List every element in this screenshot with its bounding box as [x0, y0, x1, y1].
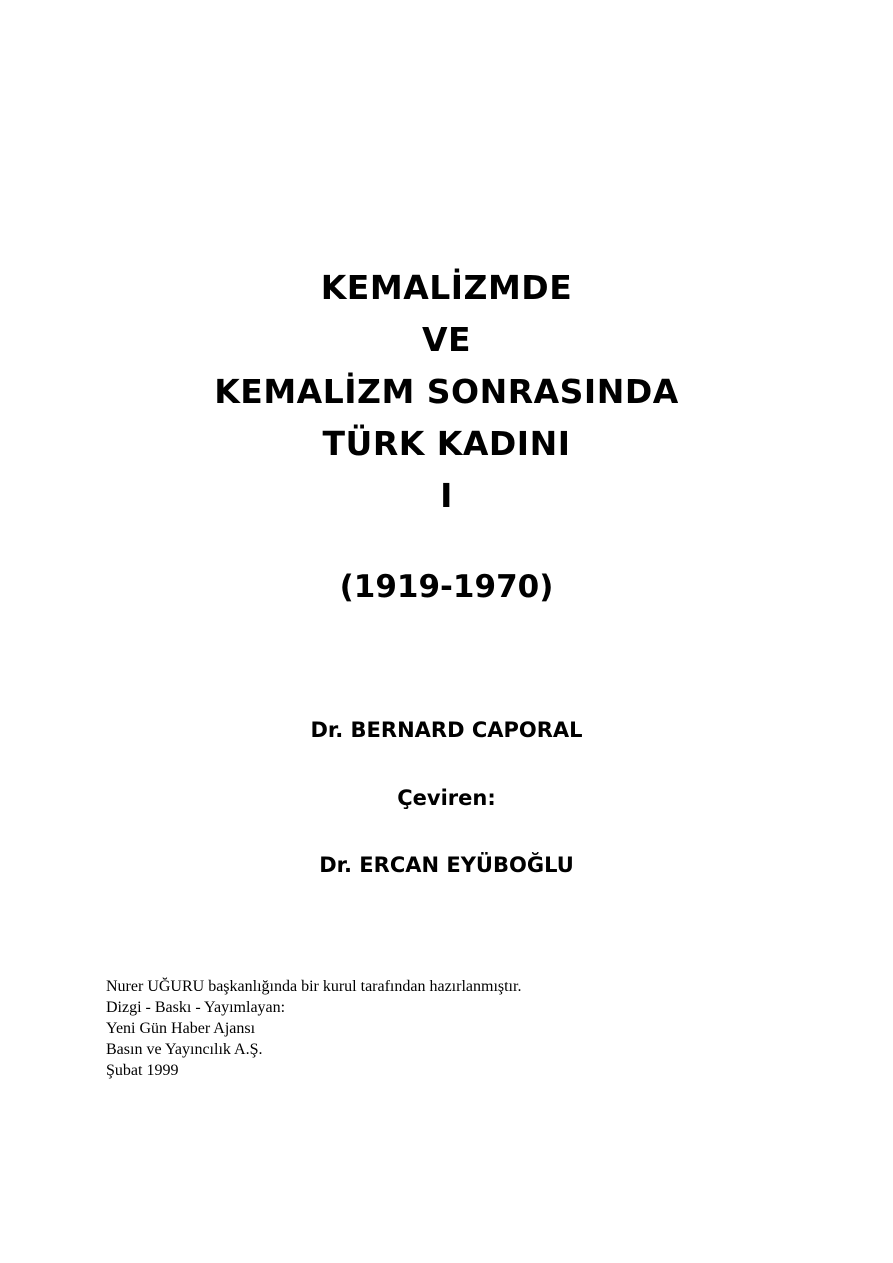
title-line-3: KEMALİZM SONRASINDA	[214, 372, 679, 411]
preparation-note: Nurer UĞURU başkanlığında bir kurul tarafından hazırlanmıştır.	[106, 978, 522, 995]
publication-date: Şubat 1999	[106, 1062, 179, 1079]
period-years: (1919-1970)	[339, 569, 554, 605]
title-line-4: TÜRK KADINI	[322, 424, 571, 463]
publisher-info	[106, 976, 521, 1081]
translator-name: Dr. ERCAN EYÜBOĞLU	[319, 853, 574, 877]
author-name: Dr. BERNARD CAPORAL	[310, 718, 583, 742]
publisher-label: Dizgi - Baskı - Yayımlayan:	[106, 999, 286, 1016]
translator-label: Çeviren:	[397, 786, 496, 810]
title-line-2: VE	[421, 320, 472, 359]
volume-number: I	[440, 476, 453, 515]
publisher-company: Basın ve Yayıncılık A.Ş.	[106, 1041, 263, 1058]
title-line-1: KEMALİZMDE	[320, 268, 573, 307]
book-title	[0, 262, 893, 522]
publisher-name: Yeni Gün Haber Ajansı	[106, 1020, 256, 1037]
